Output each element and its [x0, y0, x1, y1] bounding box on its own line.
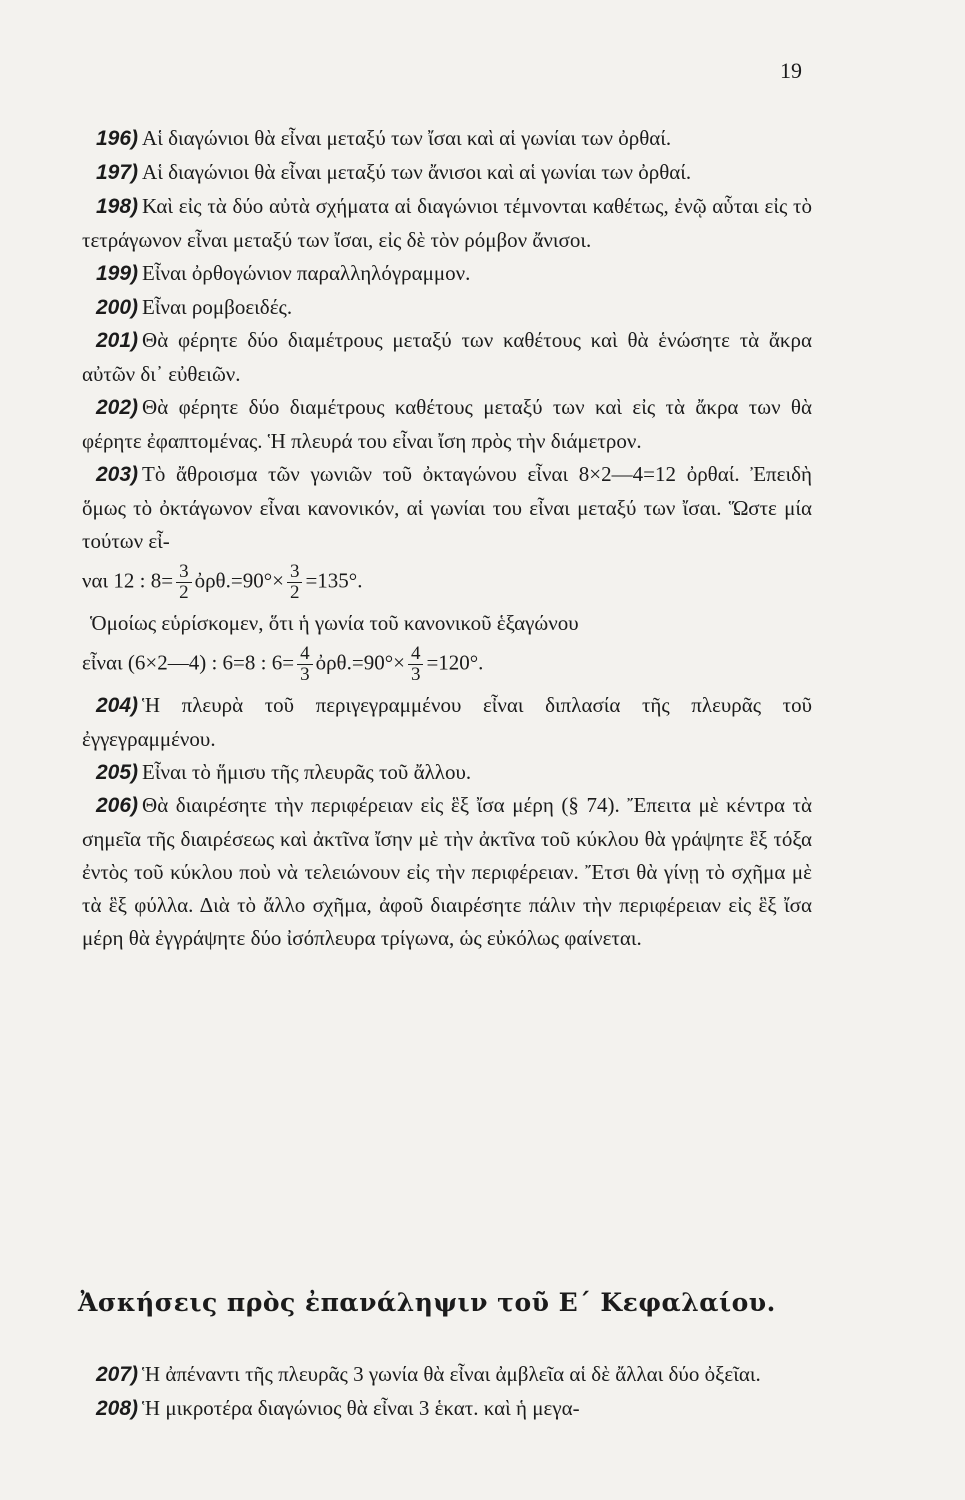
answer-text: Θὰ φέρητε δύο διαμέτρους μεταξύ των καθέτους καὶ θὰ ἑνώσητε τὰ ἄκρα αὐτῶν δι᾽ εὐθειῶν.	[82, 328, 812, 387]
answer-text: Αἱ διαγώνιοι θὰ εἶναι μεταξύ των ἄνισοι καὶ αἱ γωνίαι των ὀρθαί.	[142, 159, 692, 184]
formula-mid: ὀρθ.=90°×	[194, 568, 284, 593]
answer-number: 199)	[96, 261, 139, 285]
hexagon-angle-formula	[82, 644, 812, 685]
answer-206	[82, 789, 812, 955]
fraction-denominator: 2	[179, 581, 189, 603]
fraction-numerator: 4	[408, 644, 424, 665]
fraction-3-2	[176, 562, 192, 603]
answer-number: 197)	[96, 160, 139, 184]
answer-number: 198)	[96, 194, 139, 218]
answer-204	[82, 689, 812, 756]
answer-number: 201)	[96, 329, 139, 353]
fraction-numerator: 3	[176, 562, 192, 583]
fraction-denominator: 2	[289, 581, 300, 603]
answer-text: Ἡ μικροτέρα διαγώνιος θὰ εἶναι 3 ἑκατ. καὶ ἡ μεγα-	[142, 1395, 580, 1420]
answer-text: Ἡ πλευρὰ τοῦ περιγεγραμμένου εἶναι διπλασία τῆς πλευρᾶς τοῦ ἐγγεγραμμένου.	[82, 692, 812, 751]
answer-text: Εἶναι ὀρθογώνιον παραλληλόγραμμον.	[142, 260, 471, 285]
formula-pre: εἶναι (6×2—4) : 6=8 : 6=	[82, 650, 295, 674]
exercises-block	[82, 1358, 812, 1426]
answer-207	[82, 1358, 812, 1392]
formula-post: =120°.	[426, 650, 484, 674]
section-heading: Ἀσκήσεις πρὸς ἐπανάληψιν τοῦ Ε΄ Κεφαλαίου.	[78, 1288, 776, 1317]
answer-text: Εἶναι τὸ ἥμισυ τῆς πλευρᾶς τοῦ ἄλλου.	[142, 759, 472, 784]
answer-text: Καὶ εἰς τὰ δύο αὐτὰ σχήματα αἱ διαγώνιοι τέμνονται καθέτως, ἐνῷ αὗται εἰς τὸ τετράγωνον εἶναι μεταξύ των ἴσαι, εἰς δὲ τὸν ρόμβον ἄνισοι.	[82, 193, 812, 252]
fraction-denominator: 3	[300, 663, 310, 685]
answers-block	[82, 122, 812, 955]
answer-number: 206)	[96, 794, 139, 818]
answer-number: 207)	[96, 1363, 139, 1386]
answer-205	[82, 756, 812, 790]
fraction-4-3	[297, 644, 313, 685]
answer-200	[82, 291, 812, 325]
answer-number: 196)	[96, 127, 139, 150]
answer-text: Θὰ διαιρέσητε τὴν περιφέρειαν εἰς ἓξ ἴσα μέρη (§ 74). Ἔπειτα μὲ κέντρα τὰ σημεῖα τῆς διαιρέσεως καὶ ἀκτῖνα ἴσην μὲ τὴν ἀκτῖνα τοῦ κύκλου θὰ γράψητε ἓξ τόξα ἐντὸς τοῦ κύκλου ποὺ νὰ τελειώνουν εἰς τὴν περιφέρειαν. Ἔτσι θὰ γίνῃ τὸ σχῆμα μὲ τὰ ἓξ φύλλα. Διὰ τὸ ἄλλο σχῆμα, ἀφοῦ διαιρέσητε πάλιν τὴν περιφέρειαν εἰς ἓξ ἴσα μέρη θὰ ἐγγράψητε δύο ἰσόπλευρα τρίγωνα, ὡς εὐκόλως φαίνεται.	[82, 793, 812, 951]
answer-203	[82, 458, 812, 558]
formula-mid: ὀρθ.=90°×	[315, 650, 405, 674]
answer-text: Θὰ φέρητε δύο διαμέτρους καθέτους μεταξύ των καὶ εἰς τὰ ἄκρα των θὰ φέρητε ἐφαπτομένας. Ἡ πλευρά του εἶναι ἴση πρὸς τὴν διάμετρον.	[82, 395, 812, 454]
answer-text: Τὸ ἄθροισμα τῶν γωνιῶν τοῦ ὀκταγώνου εἶναι 8×2—4=12 ὀρθαί. Ἐπειδὴ ὅμως τὸ ὀκτάγωνον εἶναι κανονικόν, αἱ γωνίαι του εἶναι μεταξύ των ἴσαι. Ὥστε μία τούτων εἶ-	[82, 462, 812, 553]
answer-number: 205)	[96, 760, 139, 784]
answer-number: 204)	[96, 693, 139, 717]
formula-pre: ναι 12 : 8=	[82, 568, 174, 593]
hexagon-sentence: Ὁμοίως εὑρίσκομεν, ὅτι ἡ γωνία τοῦ κανονικοῦ ἑξαγώνου	[90, 610, 579, 635]
fraction-numerator: 3	[287, 562, 303, 583]
answer-201	[82, 324, 812, 391]
octagon-angle-formula	[82, 562, 812, 603]
answer-196	[82, 122, 812, 156]
answer-number: 203)	[96, 463, 139, 487]
fraction-3-2	[287, 562, 303, 603]
formula-post: =135°.	[305, 568, 363, 593]
answer-text: Ἡ ἀπέναντι τῆς πλευρᾶς 3 γωνία θὰ εἶναι ἀμβλεῖα αἱ δὲ ἄλλαι δύο ὀξεῖαι.	[142, 1362, 761, 1386]
answer-text: Αἱ διαγώνιοι θὰ εἶναι μεταξύ των ἴσαι καὶ αἱ γωνίαι των ὀρθαί.	[142, 126, 672, 150]
answer-197	[82, 156, 812, 190]
answer-198	[82, 190, 812, 257]
answer-text: Εἶναι ρομβοειδές.	[142, 294, 293, 319]
answer-number: 208)	[96, 1396, 139, 1420]
fraction-4-3	[408, 644, 424, 685]
answer-202	[82, 391, 812, 458]
answer-number: 202)	[96, 396, 139, 420]
fraction-numerator: 4	[297, 644, 313, 665]
answer-208	[82, 1392, 812, 1426]
fraction-denominator: 3	[410, 663, 421, 685]
answer-199	[82, 257, 812, 291]
page-number: 19	[780, 58, 802, 83]
answer-number: 200)	[96, 295, 139, 319]
